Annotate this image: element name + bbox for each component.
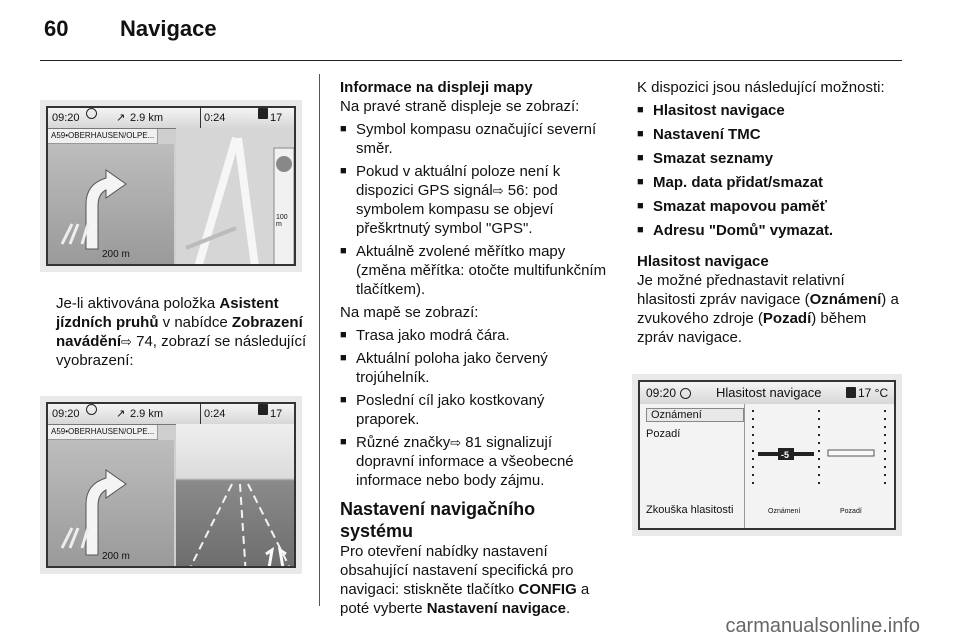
lane-assist-panel — [48, 440, 174, 566]
list-item: ■ Map. data přidat/smazat — [637, 173, 907, 192]
page-number: 60 — [44, 16, 69, 41]
nav-screen-volume — [632, 374, 902, 536]
nav-display — [46, 402, 296, 568]
status-bar — [640, 382, 894, 405]
list-item: ■ Různé značky⇨ 81 signalizují dopravní informace a všeobecné informace nebo body zájmu. — [340, 433, 610, 490]
clock: 09:20 — [646, 386, 677, 400]
page-reference-icon: ⇨ — [450, 435, 462, 450]
road-3d-graphic — [176, 424, 296, 568]
lane-distance: 200 m — [102, 249, 130, 260]
menu-item-test-volume[interactable]: Zkouška hlasitosti — [646, 504, 734, 516]
nav-screen-lane-assist-3d — [40, 396, 302, 574]
screen-title: Hlasitost navigace — [716, 385, 822, 400]
road-3d-panel — [176, 424, 294, 566]
slider-value: -5 — [781, 450, 790, 460]
nav-display — [46, 106, 296, 266]
list-item: ■ Nastavení TMC — [637, 125, 907, 144]
home-icon — [680, 388, 691, 399]
temperature: 17 — [270, 112, 283, 124]
page-reference-icon: ⇨ — [121, 334, 132, 349]
volume-body — [640, 404, 894, 528]
temperature: 17 — [270, 408, 283, 420]
list-item: ■ Adresu "Domů" vymazat. — [637, 221, 907, 240]
distance-readout: 2.9 km — [130, 408, 164, 420]
turn-arrow-graphic — [48, 440, 174, 560]
header-rule — [40, 60, 902, 61]
menu-item-oznameni[interactable]: Oznámení — [646, 408, 744, 422]
turn-arrow-icon: ↗ — [116, 408, 126, 420]
turn-arrow-icon: ↗ — [116, 112, 126, 124]
section-heading: Nastavení navigačního systému — [340, 499, 536, 541]
volume-sliders-graphic — [746, 408, 896, 508]
home-icon — [86, 108, 97, 119]
map-scale: 100 m — [276, 214, 288, 228]
list-item: ■ Smazat mapovou paměť — [637, 197, 907, 216]
volume-heading: Hlasitost navigace — [637, 253, 769, 270]
list-item: ■ Trasa jako modrá čára. — [340, 326, 610, 345]
volume-display — [638, 380, 896, 530]
page-title: Navigace — [120, 16, 217, 41]
col2-text — [340, 78, 610, 618]
temperature: 17 °C — [858, 386, 889, 400]
map-graphic — [176, 128, 296, 266]
page-reference-icon: ⇨ — [492, 183, 504, 198]
map-panel — [176, 128, 294, 264]
list-item: ■ Poslední cíl jako kostkovaný praporek. — [340, 391, 610, 429]
list-item: ■ Pokud v aktuální poloze není k dispozici GPS signál⇨ 56: pod symbolem kompasu se objeví přeškrtnutý symbol "GPS". — [340, 162, 610, 238]
road-label: A59•OBERHAUSEN/OLPE... — [48, 129, 158, 144]
nav-screen-lane-assist-map — [40, 100, 302, 272]
menu-divider — [744, 404, 745, 528]
section-paragraph: Pro otevření nabídky nastavení obsahující nastavení specifická pro navigaci: stiskněte tlačítko CONFIG a poté vyberte Nastavení navigace. — [340, 543, 590, 617]
map-contents-intro: Na mapě se zobrazí: — [340, 304, 479, 321]
lane-assist-panel — [48, 144, 174, 264]
options-intro: K dispozici jsou následující možnosti: — [637, 79, 885, 96]
fuel-icon — [846, 387, 856, 398]
map-info-list — [340, 120, 610, 299]
lane-distance: 200 m — [102, 551, 130, 562]
fuel-icon — [258, 108, 268, 119]
map-contents-list — [340, 326, 610, 490]
list-item: ■ Aktuální poloha jako červený trojúhelník. — [340, 349, 610, 387]
map-info-intro: Na pravé straně displeje se zobrazí: — [340, 98, 580, 115]
fuel-icon — [258, 404, 268, 415]
list-item: ■ Aktuálně zvolené měřítko mapy (změna měřítka: otočte multifunkčním tlačítkem). — [340, 242, 610, 299]
eta-readout: 0:24 — [200, 108, 225, 128]
menu-item-pozadi[interactable]: Pozadí — [646, 428, 681, 440]
col3-text — [637, 78, 907, 347]
home-icon — [86, 404, 97, 415]
slider-label-oznameni: Oznámení — [768, 508, 801, 515]
options-list — [637, 101, 907, 240]
turn-arrow-graphic — [48, 144, 174, 254]
column-divider — [319, 74, 320, 606]
list-item: ■ Symbol kompasu označující severní směr. — [340, 120, 610, 158]
clock: 09:20 — [52, 112, 80, 124]
eta-readout: 0:24 — [200, 404, 225, 424]
list-item: ■ Hlasitost navigace — [637, 101, 907, 120]
road-label: A59•OBERHAUSEN/OLPE... — [48, 425, 158, 440]
volume-paragraph: Je možné přednastavit relativní hlasitosti zpráv navigace (Oznámení) a zvukového zdroje (Pozadí) během zpráv navigace. — [637, 272, 899, 346]
status-bar — [48, 108, 294, 129]
status-bar — [48, 404, 294, 425]
slider-label-pozadi: Pozadí — [840, 508, 862, 515]
list-item: ■ Smazat seznamy — [637, 149, 907, 168]
watermark: carmanualsonline.info — [725, 615, 920, 637]
distance-readout: 2.9 km — [130, 112, 164, 124]
col1-paragraph: Je-li aktivována položka Asistent jízdních pruhů v nabídce Zobrazení navádění⇨ 74, zobrazí se následující vyobrazení: — [56, 295, 307, 369]
map-info-heading: Informace na displeji mapy — [340, 79, 533, 96]
clock: 09:20 — [52, 408, 80, 420]
